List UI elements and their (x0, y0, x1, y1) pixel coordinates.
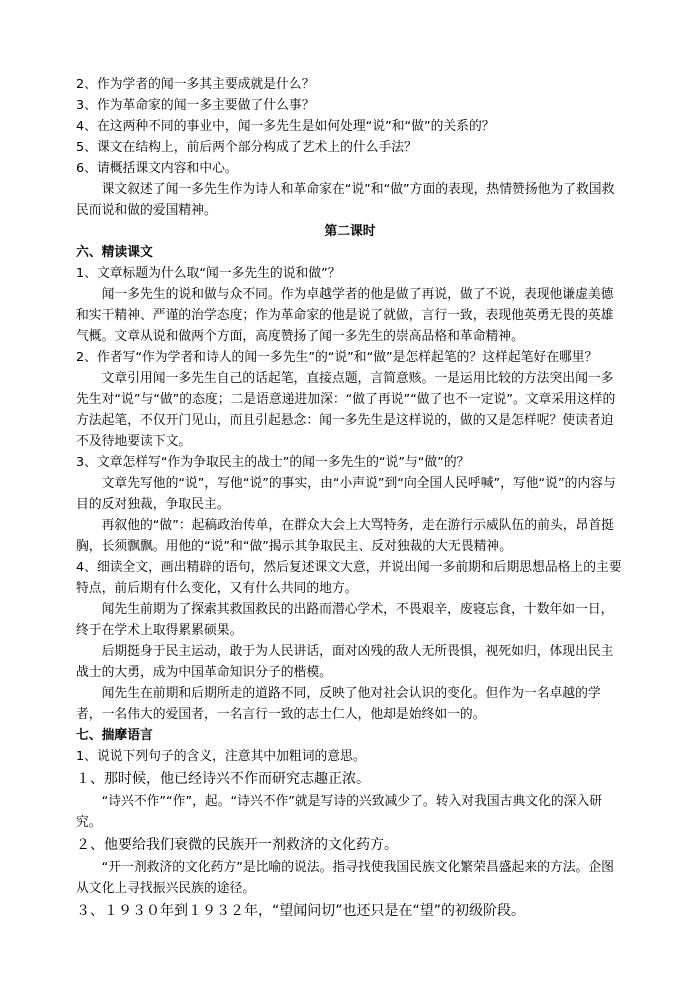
s7-item-2: ２、他要给我们衰微的民族开一剂救济的文化药方。 (76, 837, 398, 853)
s6-question-1: 1、文章标题为什么取“闻一多先生的说和做”？ (76, 266, 341, 281)
s6-answer-3b: 再叙他的“做”：起稿政治传单，在群众大会上大骂特务，走在游行示威队伍的前头，昂首挺胸，长须飘飘。用他的“说”和“做”揭示其争取民主、反对独裁的大无畏精神。 (76, 518, 614, 554)
s6-answer-4a: 闻先生前期为了探索其救国救民的出路而潜心学术，不畏艰辛，废寝忘食，十数年如一日，终于在学术上取得累累硕果。 (76, 602, 614, 638)
s7-question-1: 1、说说下列句子的含义，注意其中加粗词的意思。 (76, 749, 366, 764)
question-3: 3、作为革命家的闻一多主要做了什么事？ (76, 98, 315, 113)
s6-answer-4b: 后期挺身于民主运动，敢于为人民讲话，面对凶残的敌人无所畏惧，视死如归，体现出民主战士的大勇，成为中国革命知识分子的楷模。 (76, 644, 614, 680)
s6-answer-2: 文章引用闻一多先生自己的话起笔，直接点题，言简意赅。一是运用比较的方法突出闻一多先生对“说”与“做”的态度；二是语意递进加深：“做了再说”“做了也不一定说”。文章采用这样的方法起笔，不仅开门见山，而且引起悬念：闻一多先生是这样说的，做的又是怎样呢？使读者迫不及待地要读下文。 (76, 371, 616, 449)
s7-answer-1: “诗兴不作”“作”，起。“诗兴不作”就是写诗的兴致减少了。转入对我国古典文化的深入研究。 (76, 794, 603, 830)
question-2: 2、作为学者的闻一多其主要成就是什么？ (76, 77, 315, 92)
summary-paragraph: 课文叙述了闻一多先生作为诗人和革命家在“说”和“做”方面的表现，热情赞扬他为了救国救民而说和做的爱国精神。 (76, 182, 615, 218)
question-4: 4、在这两种不同的事业中，闻一多先生是如何处理“说”和“做”的关系的？ (76, 119, 495, 134)
question-5: 5、课文在结构上，前后两个部分构成了艺术上的什么手法？ (76, 140, 417, 155)
s6-answer-4c: 闻先生在前期和后期所走的道路不同，反映了他对社会认识的变化。但作为一名卓越的学者，一名伟大的爱国者，一名言行一致的志士仁人，他却是始终如一的。 (76, 686, 601, 722)
s7-answer-2: “开一剂救济的文化药方”是比喻的说法。指寻找使我国民族文化繁荣昌盛起来的方法。企图从文化上寻找振兴民族的途径。 (76, 860, 614, 896)
s6-answer-3a: 文章先写他的“说”，写他“说”的事实，由“小声说”到“向全国人民呼喊”，写他“说”的内容与目的反对独裁，争取民主。 (76, 476, 616, 512)
s6-answer-1: 闻一多先生的说和做与众不同。作为卓越学者的他是做了再说，做了不说，表现他谦虚美德和实干精神、严谨的治学态度；作为革命家的他是说了就做，言行一致，表现他英勇无畏的英雄气概。文章从说和做两个方面，高度赞扬了闻一多先生的崇高品格和革命精神。 (76, 287, 614, 344)
s6-question-2: 2、作者写“作为学者和诗人的闻一多先生”的“说”和“做”是怎样起笔的？这样起笔好在哪里？ (76, 350, 598, 365)
s7-item-1: １、那时候，他已经诗兴不作而研究志趣正浓。 (76, 771, 370, 787)
document-page (76, 74, 624, 923)
s6-question-4: 4、细读全文，画出精辟的语句，然后复述课文大意，并说出闻一多前期和后期思想品格上的主要特点，前后期有什么变化，又有什么共同的地方。 (76, 560, 622, 596)
section-6-title: 六、精读课文 (76, 245, 153, 260)
s7-item-3: ３、１９３０年到１９３２年，“望闻问切”也还只是在“望”的初级阶段。 (76, 903, 526, 919)
lesson-2-title: 第二课时 (324, 224, 376, 239)
question-6: 6、请概括课文内容和中心。 (76, 161, 238, 176)
section-7-title: 七、揣摩语言 (76, 728, 153, 743)
s6-question-3: 3、文章怎样写“作为争取民主的战士”的闻一多先生的“说”与“做”的？ (76, 455, 470, 470)
